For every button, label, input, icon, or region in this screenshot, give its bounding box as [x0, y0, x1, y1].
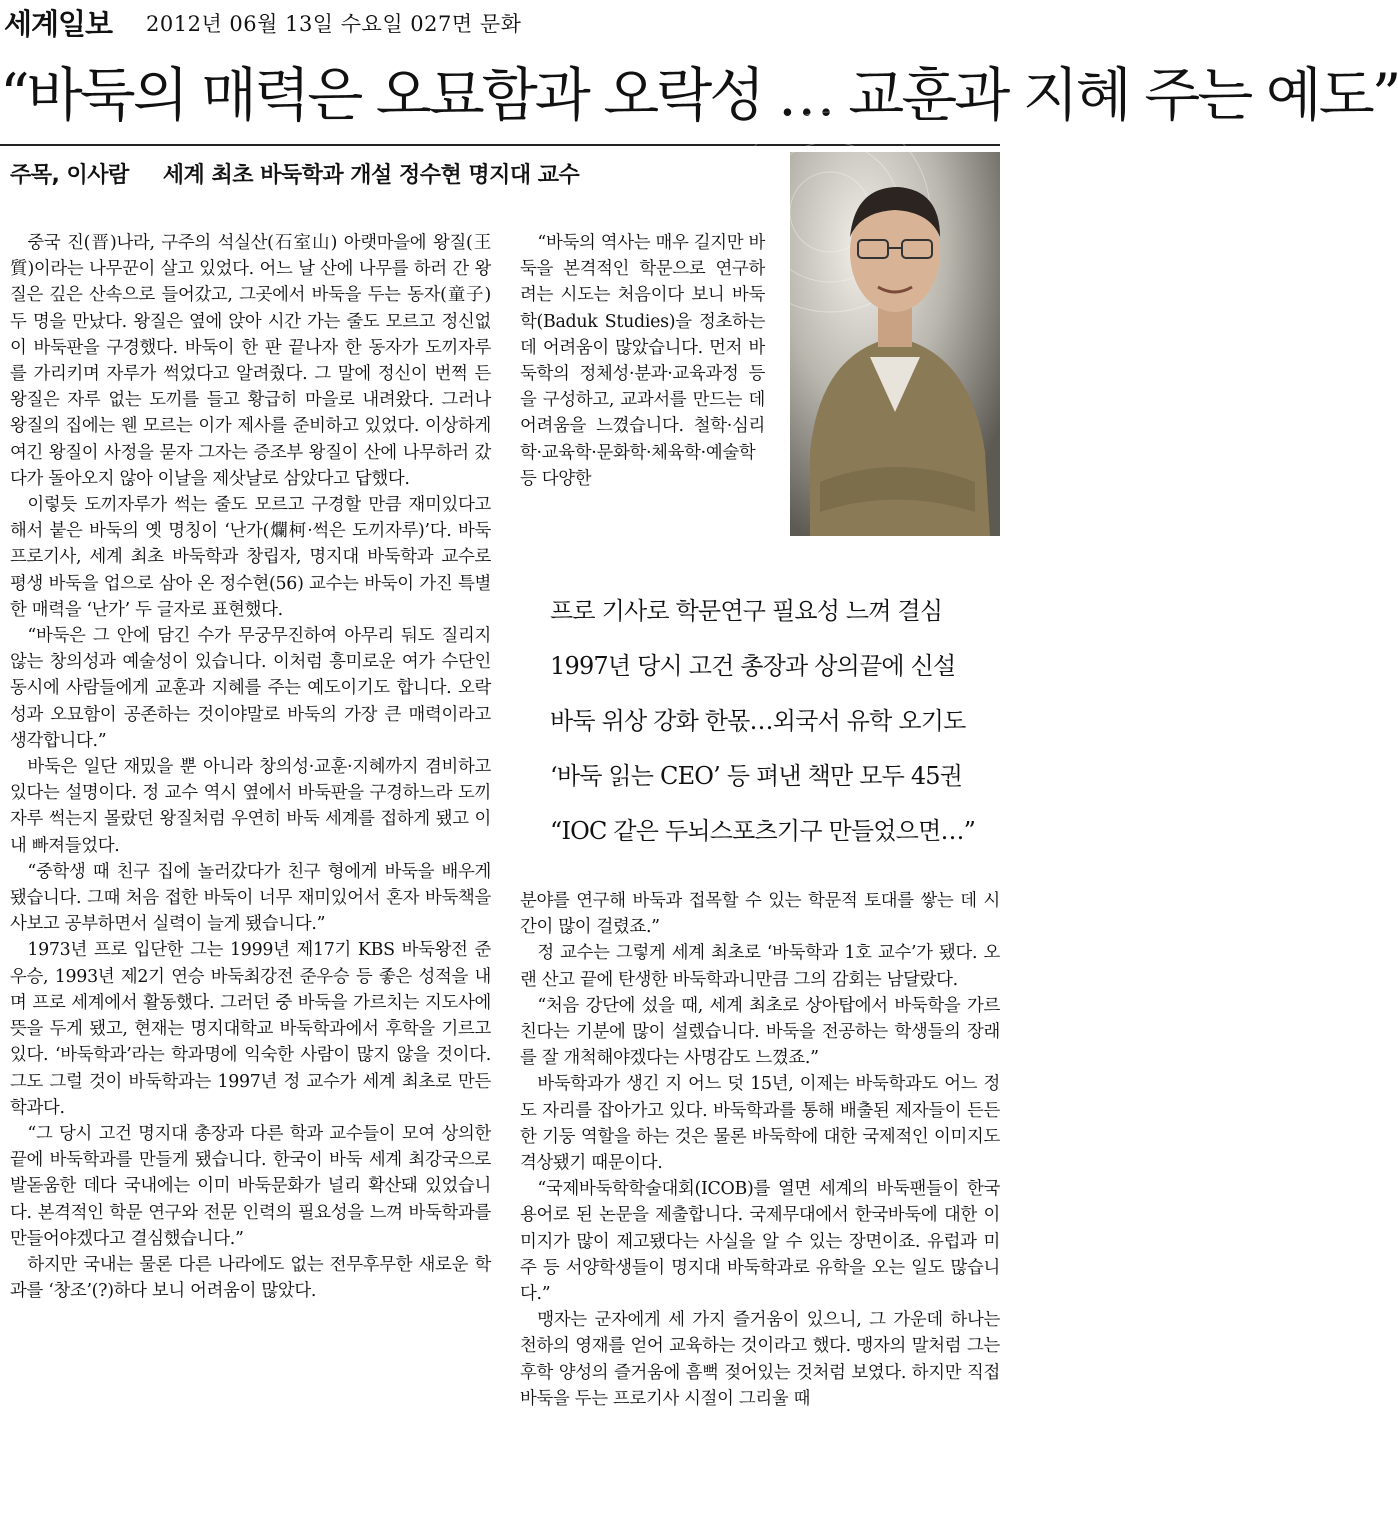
- subheadline: “IOC 같은 두뇌스포츠기구 만들었으면…”: [550, 817, 976, 845]
- paragraph: “바둑은 그 안에 담긴 수가 무궁무진하여 아무리 둬도 질리지 않는 창의성과 예술성이 있습니다. 이처럼 흥미로운 여가 수단인 동시에 사람들에게 교훈과 지혜를 주는 예도이기도 합니다. 오락성과 오묘함이 공존하는 것이야말로 바둑의 가장 큰 매력이라고 생각합니다.”: [10, 626, 491, 751]
- subheadline: 프로 기사로 학문연구 필요성 느껴 결심: [550, 597, 943, 625]
- paragraph: 중국 진(晋)나라, 구주의 석실산(石室山) 아랫마을에 왕질(王質)이라는 나무꾼이 살고 있었다. 어느 날 산에 나무를 하러 간 왕질은 깊은 산속으로 들어갔고, 그곳에서 바둑을 두는 동자(童子) 두 명을 만났다. 왕질은 옆에 앉아 시간 가는 줄도 모르고 정신없이 바둑판을 구경했다. 바둑이 한 판 끝나자 한 동자가 도끼자루를 가리키며 자루가 썩었다고 알려줬다. 그 말에 정신이 번쩍 든 왕질은 자루 없는 도끼를 들고 황급히 마을로 내려왔다. 그러나 왕질의 집에는 웬 모르는 이가 제사를 준비하고 있었다. 이상하게 여긴 왕질이 사정을 묻자 그자는 증조부 왕질이 산에 나무하러 갔다가 돌아오지 않아 이날을 제삿날로 삼았다고 답했다.: [10, 233, 491, 489]
- issue-info: 2012년 06월 13일 수요일 027면 문화: [146, 12, 522, 36]
- paragraph: “국제바둑학학술대회(ICOB)를 열면 세계의 바둑팬들이 한국 용어로 된 논문을 제출합니다. 국제무대에서 한국바둑에 대한 이미지가 많이 제고됐다는 사실을 알 수 있는 장면이죠. 유럽과 미주 등 서양학생들이 명지대 바둑학과로 유학을 오는 일도 많습니다.”: [520, 1179, 1000, 1305]
- article-column-right: [520, 888, 1000, 1412]
- newspaper-name: 세계일보: [4, 7, 113, 41]
- article-column-left: [10, 230, 491, 1304]
- article-subtitle: 세계 최초 바둑학과 개설 정수현 명지대 교수: [162, 163, 580, 188]
- byline: [10, 158, 579, 189]
- paragraph: “처음 강단에 섰을 때, 세계 최초로 상아탑에서 바둑학을 가르친다는 기분에 많이 설렜습니다. 바둑을 전공하는 학생들의 장래를 잘 개척해야겠다는 사명감도 느꼈죠.”: [520, 995, 1000, 1069]
- paragraph: 바둑은 일단 재밌을 뿐 아니라 창의성·교훈·지혜까지 겸비하고 있다는 설명이다. 정 교수 역시 옆에서 바둑판을 구경하느라 도끼자루 썩는지 몰랐던 왕질처럼 우연히 바둑 세계를 접하게 됐고 이내 빠져들었다.: [10, 757, 491, 856]
- subheadline: ‘바둑 읽는 CEO’ 등 펴낸 책만 모두 45권: [550, 762, 963, 790]
- masthead: [4, 2, 996, 44]
- portrait-illustration: [790, 152, 1000, 536]
- paragraph: 맹자는 군자에게 세 가지 즐거움이 있으니, 그 가운데 하나는 천하의 영재를 얻어 교육하는 것이라고 했다. 맹자의 말처럼 그는 후학 양성의 즐거움에 흠뻑 젖어있는 것처럼 보였다. 하지만 직접 바둑을 두는 프로기사 시절이 그리울 때: [520, 1310, 1000, 1409]
- paragraph: 이렇듯 도끼자루가 썩는 줄도 모르고 구경할 만큼 재미있다고 해서 붙은 바둑의 옛 명칭이 ‘난가(爛柯·썩은 도끼자루)’다. 바둑 프로기사, 세계 최초 바둑학과 창립자, 명지대 바둑학과 교수로 평생 바둑을 업으로 삼아 온 정수현(56) 교수는 바둑이 가진 특별한 매력을 ‘난가’ 두 글자로 표현했다.: [10, 495, 491, 620]
- paragraph: 바둑학과가 생긴 지 어느 덧 15년, 이제는 바둑학과도 어느 정도 자리를 잡아가고 있다. 바둑학과를 통해 배출된 제자들이 든든한 기둥 역할을 하는 것은 물론 바둑학에 대한 국제적인 이미지도 격상됐기 때문이다.: [520, 1074, 1000, 1174]
- section-label: 주목, 이사람: [10, 163, 129, 188]
- paragraph: “중학생 때 친구 집에 놀러갔다가 친구 형에게 바둑을 배우게 됐습니다. 그때 처음 접한 바둑이 너무 재미있어서 혼자 바둑책을 사보고 공부하면서 실력이 늘게 됐습니다.”: [10, 861, 491, 935]
- article-column-middle: [520, 230, 765, 492]
- subheadline: 바둑 위상 강화 한몫…외국서 유학 오기도: [550, 707, 966, 735]
- portrait-photo: [790, 152, 1000, 536]
- paragraph: 1973년 프로 입단한 그는 1999년 제17기 KBS 바둑왕전 준우승, 1993년 제2기 연승 바둑최강전 준우승 등 좋은 성적을 내며 프로 세계에서 활동했다. 그러던 중 바둑을 가르치는 지도사에 뜻을 두게 됐고, 현재는 명지대학교 바둑학과에서 후학을 기르고 있다. ‘바둑학과’라는 학과명에 익숙한 사람이 많지 않을 것이다. 그도 그럴 것이 바둑학과는 1997년 정 교수가 세계 최초로 만든 학과다.: [10, 940, 491, 1118]
- paragraph: 분야를 연구해 바둑과 접목할 수 있는 학문적 토대를 쌓는 데 시간이 많이 걸렸죠.”: [520, 891, 1000, 938]
- paragraph: 정 교수는 그렇게 세계 최초로 ‘바둑학과 1호 교수’가 됐다. 오랜 산고 끝에 탄생한 바둑학과니만큼 그의 감회는 남달랐다.: [520, 943, 1000, 990]
- paragraph: 하지만 국내는 물론 다른 나라에도 없는 전무후무한 새로운 학과를 ‘창조’(?)하다 보니 어려움이 많았다.: [10, 1254, 491, 1302]
- paragraph: “바둑의 역사는 매우 길지만 바둑을 본격적인 학문으로 연구하려는 시도는 처음이다 보니 바둑학(Baduk Studies)을 정초하는 데 어려움이 많았습니다. 먼저 바둑학의 정체성·분과·교육과정 등을 구성하고, 교과서를 만드는 데 어려움을 느꼈습니다. 철학·심리학·교육학·문화학·체육학·예술학 등 다양한: [520, 233, 765, 489]
- paragraph: “그 당시 고건 명지대 총장과 다른 학과 교수들이 모여 상의한 끝에 바둑학과를 만들게 됐습니다. 한국이 바둑 세계 최강국으로 발돋움한 데다 국내에는 이미 바둑문화가 널리 확산돼 있었습니다. 본격적인 학문 연구와 전문 인력의 필요성을 느껴 바둑학과를 만들어야겠다고 결심했습니다.”: [10, 1123, 491, 1249]
- subheadline-list: [530, 584, 980, 859]
- headline: “바둑의 매력은 오묘함과 오락성 … 교훈과 지혜 주는 예도”: [0, 61, 1398, 129]
- subheadline: 1997년 당시 고건 총장과 상의끝에 신설: [550, 652, 956, 680]
